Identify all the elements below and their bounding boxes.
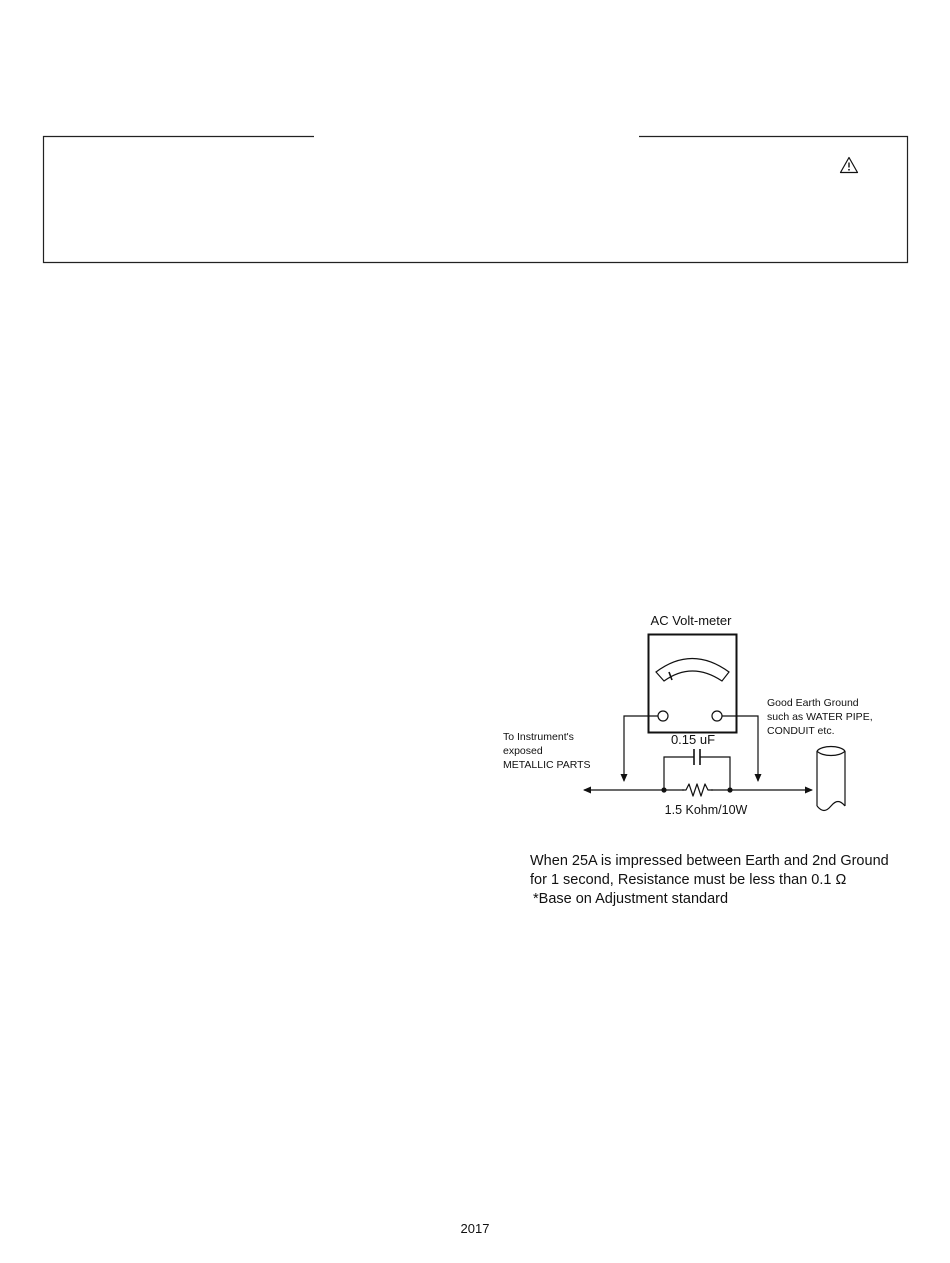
meter-title: AC Volt-meter (650, 613, 732, 628)
right-lead-wire (722, 716, 758, 781)
meter-terminal-left (658, 711, 668, 721)
volt-meter-box (649, 635, 737, 733)
right-label-line1: Good Earth Ground (767, 697, 859, 709)
meter-terminal-right (712, 711, 722, 721)
left-label-line3: METALLIC PARTS (503, 759, 591, 771)
right-label-line2: such as WATER PIPE, (767, 711, 873, 723)
caption-line-1: When 25A is impressed between Earth and 2nd Ground (530, 853, 889, 869)
left-label-line1: To Instrument's (503, 731, 574, 743)
water-pipe-icon (817, 747, 845, 811)
caption-line-3: *Base on Adjustment standard (533, 891, 729, 907)
resistor-label: 1.5 Kohm/10W (664, 803, 748, 817)
meter-scale-icon (656, 659, 729, 682)
right-label-line3: CONDUIT etc. (767, 725, 835, 737)
caption-line-2: for 1 second, Resistance must be less than 0.1 Ω (530, 872, 847, 888)
left-label-line2: exposed (503, 745, 543, 757)
left-lead-wire (624, 716, 658, 781)
page-number: 2017 (460, 1221, 490, 1236)
capacitor-label: 0.15 uF (670, 732, 716, 747)
diagram-caption (530, 852, 889, 909)
